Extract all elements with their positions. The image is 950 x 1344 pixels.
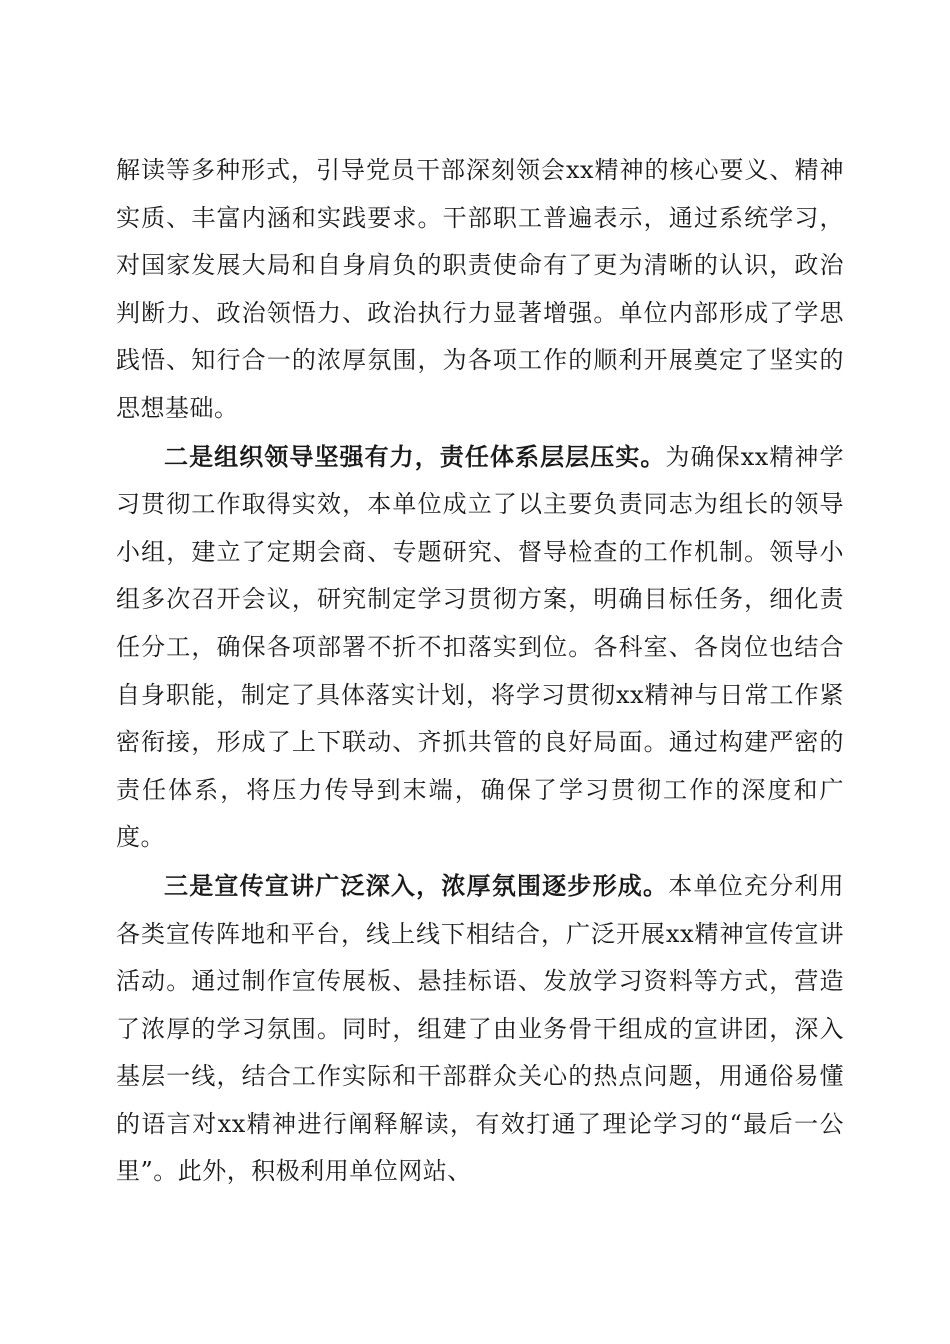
paragraph-3-lead: 三是宣传宣讲广泛深入，浓厚氛围逐步形成。	[164, 870, 669, 900]
document-body	[116, 146, 844, 1196]
paragraph-3-body: 本单位充分利用各类宣传阵地和平台，线上线下相结合，广泛开展xx精神宣传宣讲活动。通过制作宣传展板、悬挂标语、发放学习资料等方式，营造了浓厚的学习氛围。同时，组建了由业务骨干组成的宣讲团，深入基层一线，结合工作实际和干部群众关心的热点问题，用通俗易懂的语言对xx精神进行阐释解读，有效打通了理论学习的“最后一公里”。此外，积极利用单位网站、	[116, 871, 845, 1186]
paragraph-2-lead: 二是组织领导坚强有力，责任体系层层压实。	[164, 441, 666, 471]
paragraph-3	[116, 862, 844, 1196]
paragraph-1	[116, 146, 844, 433]
paragraph-2-body: 为确保xx精神学习贯彻工作取得实效，本单位成立了以主要负责同志为组长的领导小组，建立了定期会商、专题研究、督导检查的工作机制。领导小组多次召开会议，研究制定学习贯彻方案，明确目标任务，细化责任分工，确保各项部署不折不扣落实到位。各科室、各岗位也结合自身职能，制定了具体落实计划，将学习贯彻xx精神与日常工作紧密衔接，形成了上下联动、齐抓共管的良好局面。通过构建严密的责任体系，将压力传导到末端，确保了学习贯彻工作的深度和广度。	[116, 442, 844, 852]
paragraph-2	[116, 433, 844, 862]
paragraph-1-body: 解读等多种形式，引导党员干部深刻领会xx精神的核心要义、精神实质、丰富内涵和实践要求。干部职工普遍表示，通过系统学习，对国家发展大局和自身肩负的职责使命有了更为清晰的认识，政治判断力、政治领悟力、政治执行力显著增强。单位内部形成了学思践悟、知行合一的浓厚氛围，为各项工作的顺利开展奠定了坚实的思想基础。	[116, 156, 844, 422]
